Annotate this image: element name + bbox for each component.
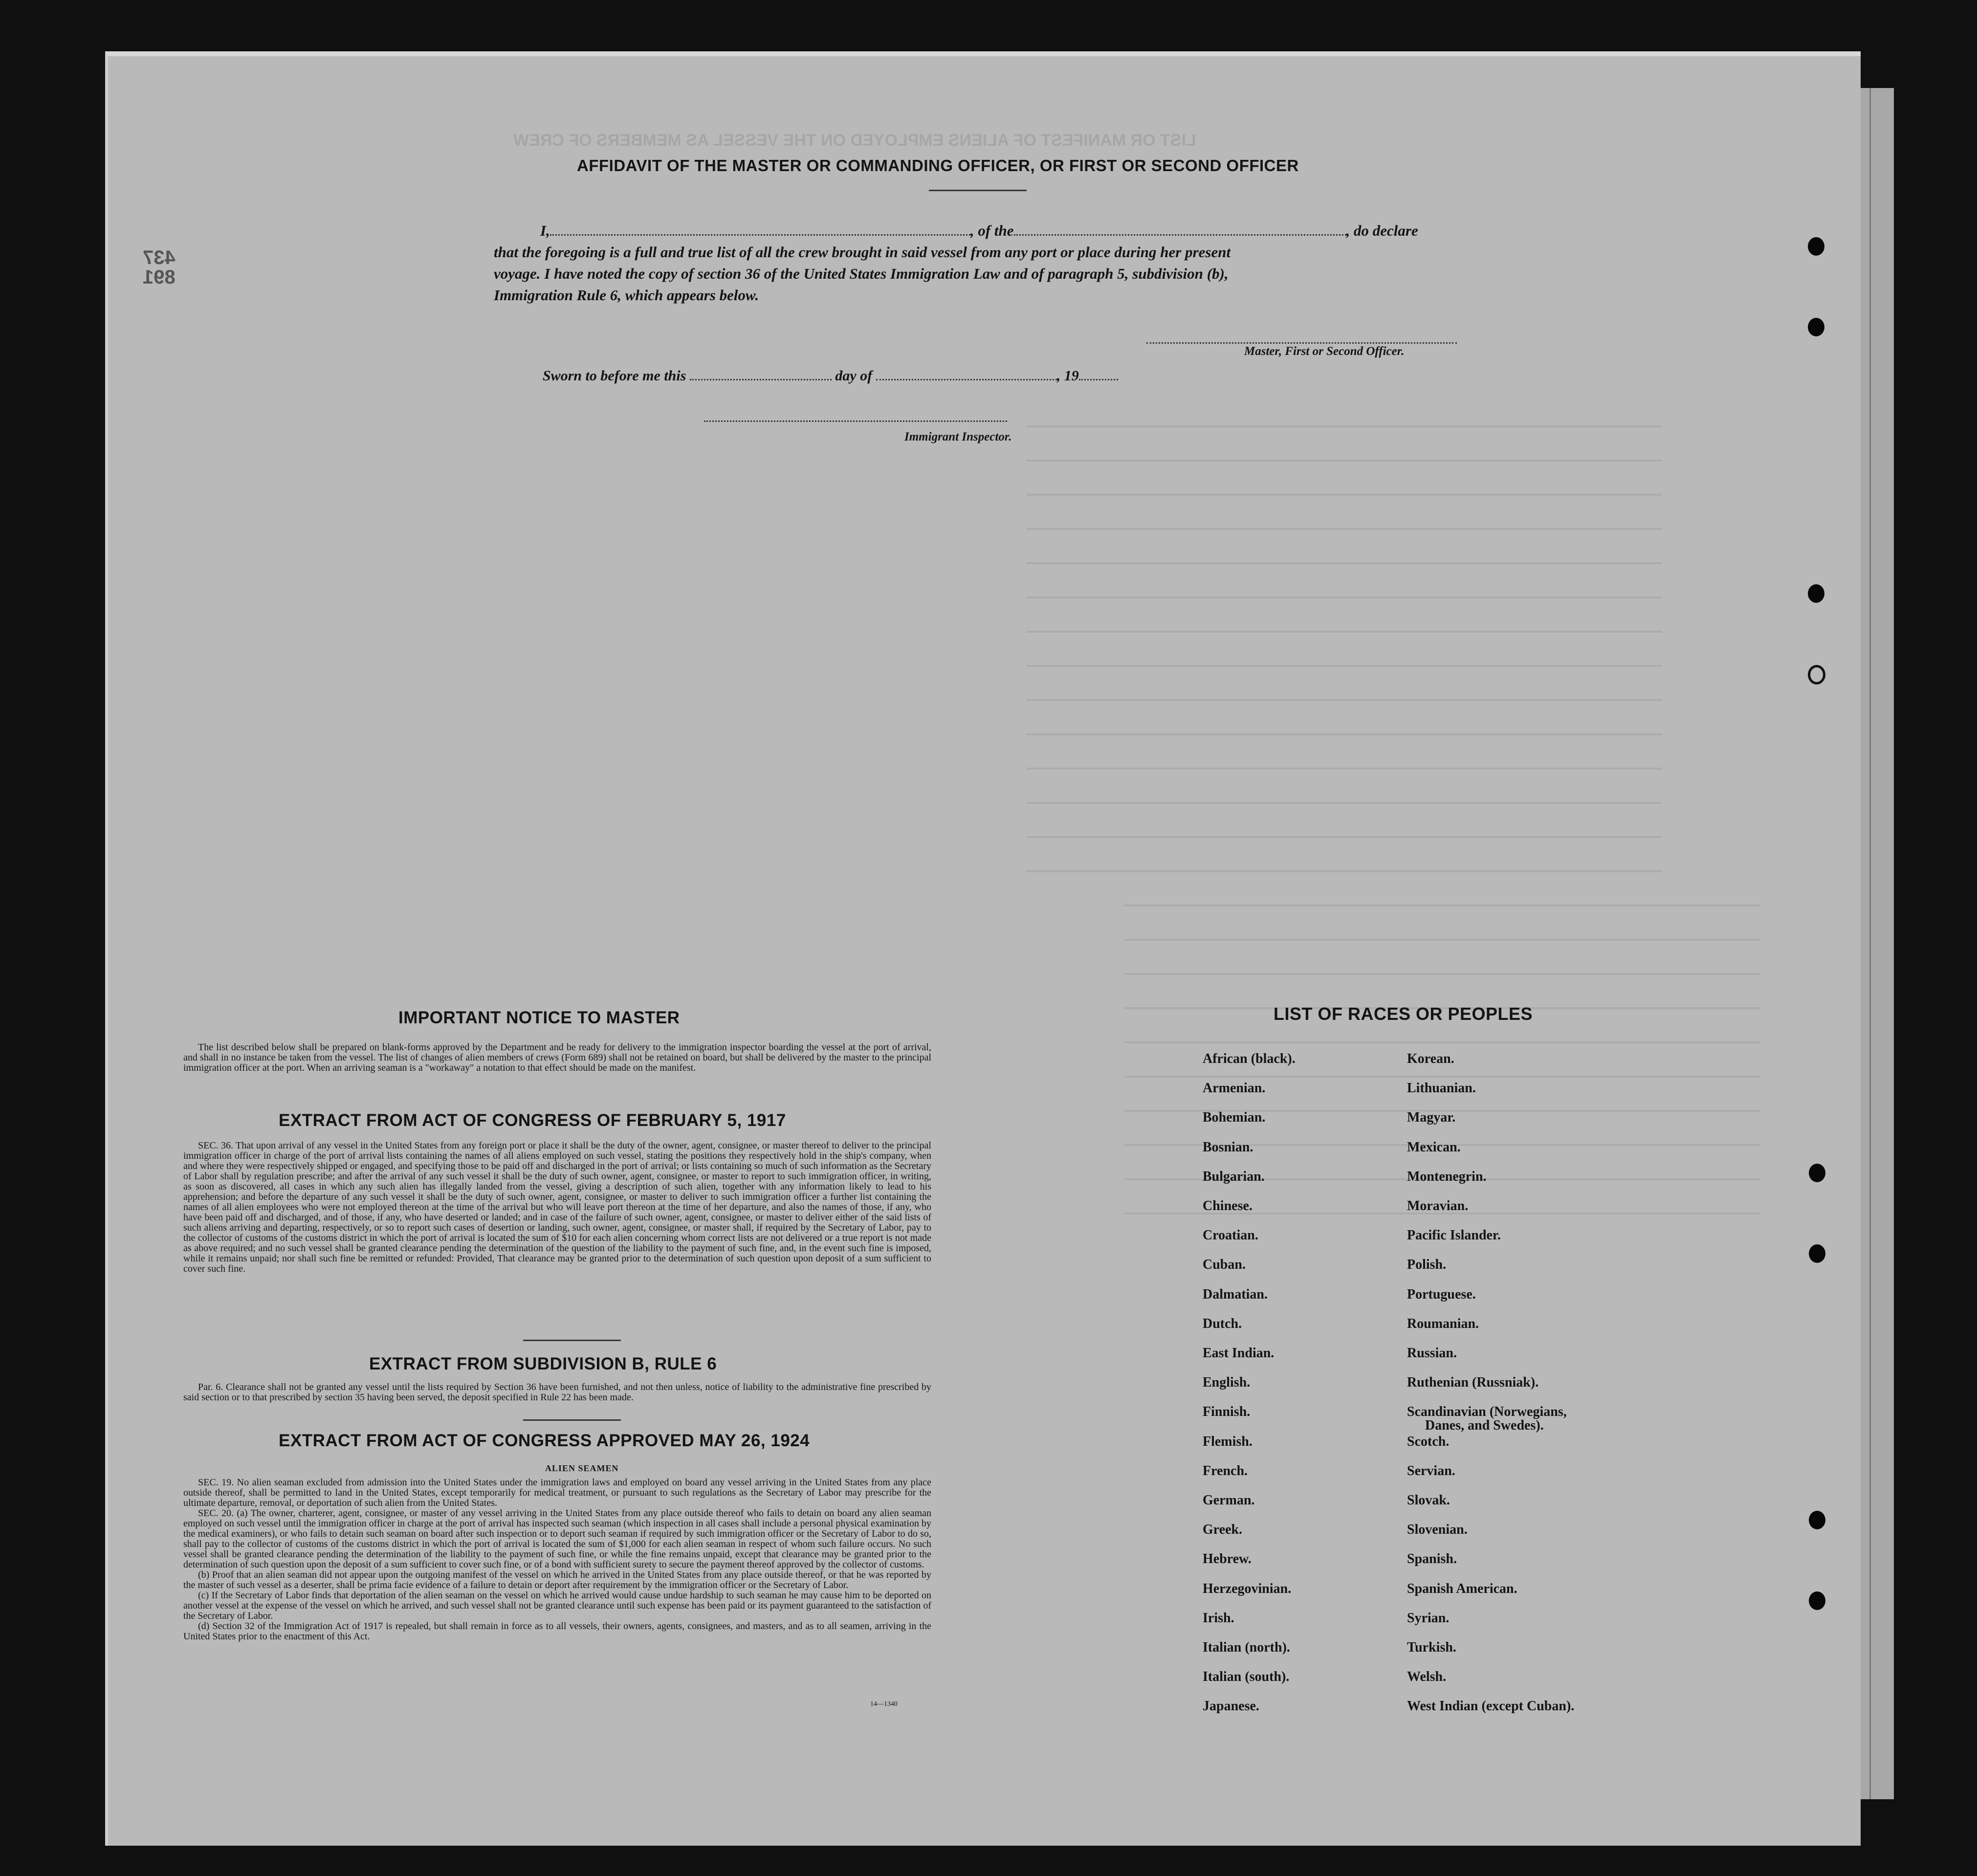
binder-hole (1809, 1591, 1825, 1610)
race-item: Spanish. (1407, 1551, 1457, 1567)
race-item: French. (1203, 1463, 1248, 1479)
bleed-through-row (1027, 870, 1662, 872)
race-item: Dutch. (1203, 1316, 1242, 1331)
race-item: Montenegrin. (1407, 1169, 1487, 1184)
bleed-through-row (1124, 905, 1760, 906)
section-divider (523, 1419, 621, 1421)
bleed-through-row (1027, 460, 1662, 462)
sworn-line: Sworn to before me this day of , 19 (543, 368, 1118, 384)
bleed-through-row (1027, 665, 1662, 667)
race-item: Syrian. (1407, 1610, 1450, 1626)
race-item: Roumanian. (1407, 1316, 1479, 1331)
binder-hole (1808, 665, 1825, 684)
name-field[interactable] (550, 222, 970, 236)
race-item: Bohemian. (1203, 1110, 1266, 1126)
race-item: Scotch. (1407, 1434, 1450, 1449)
notice-title: IMPORTANT NOTICE TO MASTER (398, 1008, 680, 1027)
bleed-through-row (1124, 1041, 1760, 1043)
bleed-through-row (1027, 768, 1662, 770)
bleed-through-row (1027, 425, 1662, 427)
bleed-through-row (1124, 939, 1760, 941)
declaration-text (494, 220, 1472, 306)
binder-hole (1809, 1244, 1825, 1263)
race-item: Portuguese. (1407, 1286, 1476, 1302)
race-item: Turkish. (1407, 1640, 1456, 1655)
bleed-through-row (1027, 562, 1662, 564)
binder-hole (1808, 318, 1824, 336)
bleed-through-row (1124, 1076, 1760, 1078)
race-item: Croatian. (1203, 1228, 1258, 1243)
inspector-signature-line[interactable] (704, 420, 1007, 422)
sworn-year-field[interactable] (1079, 368, 1118, 380)
binder-hole (1808, 584, 1824, 603)
race-item: Polish. (1407, 1257, 1447, 1273)
race-item: Greek. (1203, 1522, 1243, 1538)
section-divider (523, 1340, 621, 1341)
binder-hole (1808, 237, 1824, 256)
title-divider (929, 190, 1027, 191)
race-item: Dalmatian. (1203, 1286, 1268, 1302)
sheet-edge-line (1869, 88, 1871, 1799)
bleed-through-row (1027, 631, 1662, 633)
master-signature-label: Master, First or Second Officer. (1244, 345, 1405, 358)
race-item: Moravian. (1407, 1198, 1469, 1214)
margin-number: 891 (143, 266, 176, 288)
margin-number: 437 (143, 247, 176, 268)
race-item: Pacific Islander. (1407, 1228, 1501, 1243)
declaration-line-2: that the foregoing is a full and true list of all the crew brought in said vessel from any port or place during her present (494, 243, 1231, 261)
binder-hole (1809, 1164, 1825, 1182)
sworn-month-field[interactable] (876, 368, 1057, 380)
race-item: Slovenian. (1407, 1522, 1468, 1538)
race-item: Lithuanian. (1407, 1081, 1476, 1096)
bleed-through-row (1027, 699, 1662, 701)
affidavit-title: AFFIDAVIT OF THE MASTER OR COMMANDING OFFICER, OR FIRST OR SECOND OFFICER (577, 156, 1299, 175)
race-item: Korean. (1407, 1051, 1454, 1066)
sworn-day-field[interactable] (690, 368, 832, 380)
race-item: Slovak. (1407, 1493, 1450, 1508)
race-item: Finnish. (1203, 1404, 1251, 1420)
bleed-through-row (1124, 973, 1760, 975)
race-item: Herzegovinian. (1203, 1581, 1292, 1596)
race-item: German. (1203, 1493, 1255, 1508)
subdivision-b-body: Par. 6. Clearance shall not be granted any vessel until the lists required by Section 36 have been furnished, and not then unless, notice of liability to the administrative fine prescribed by said section or to that prescribed by section 35 having been served, the deposit specified in Rule 22 has been made. (183, 1382, 931, 1403)
extract-1917-title: EXTRACT FROM ACT OF CONGRESS OF FEBRUARY 5, 1917 (279, 1111, 786, 1130)
race-item: Flemish. (1203, 1434, 1252, 1449)
race-item: Magyar. (1407, 1110, 1456, 1126)
binder-hole (1809, 1511, 1825, 1529)
bleed-through-row (1027, 733, 1662, 735)
extract-1924-body: SEC. 19. No alien seaman excluded from admission into the United States under the immigration laws and employed on board any vessel arriving in the United States from any place outside thereof, shall be permitted to land in the United States, except temporarily for medical treatment, or pursuant to such regulations as the Secretary of Labor may prescribe for the ultimate departure, removal, or deportation of such alien from the United States. SEC. 20. (a) The owner, charterer, agent, consignee, or master of any vessel arriving in the United States from any place outside thereof who fails to detain on board any alien seaman employed on such vessel until the immigration officer in charge at the port of arrival has inspected such seaman (which inspection in all cases shall include a personal physical examination by the medical examiners), or who fails to detain such seaman on board after such inspection or to deport such seaman if required by such immigration officer or the Secretary of Labor to do so, shall pay to the collector of customs of the customs district in which the port of arrival is located the sum of $1,000 for each alien seaman in respect of whom such failure occurs. No such vessel shall be granted clearance pending the determination of the liability to the payment of such fine, or while the fine remains unpaid, except that clearance may be granted prior to the determination of such question upon the deposit of a sum sufficient to cover such fine, or of a bond with sufficient surety to secure the payment thereof approved by the collector of customs. (b) Proof that an alien seaman did not appear upon the outgoing manifest of the vessel on which he arrived in the United States from any place outside thereof, or that he was reported by the master of such vessel as a deserter, shall be prima facie evidence of a failure to detain or deport after requirement by the immigration officer or the Secretary of Labor. (c) If the Secretary of Labor finds that deportation of the alien seaman on the vessel on which he arrived would cause undue hardship to such seaman he may cause him to be deported on another vessel at the expense of the vessel on which he arrived, and such vessel shall not be granted clearance until such expense has been paid or its payment guaranteed to the satisfaction of the Secretary of Labor. (d) Section 32 of the Immigration Act of 1917 is repealed, but shall remain in force as to all vessels, their owners, agents, consignees, and masters, and as to all seamen, arriving in the United States prior to the enactment of this Act. (183, 1477, 931, 1642)
race-item: Japanese. (1203, 1699, 1259, 1714)
race-item: Italian (south). (1203, 1669, 1290, 1685)
bleed-through-row (1027, 528, 1662, 530)
race-item: Danes, and Swedes). (1425, 1418, 1544, 1434)
race-item: Scandinavian (Norwegians, (1407, 1404, 1567, 1420)
race-item: Italian (north). (1203, 1640, 1290, 1655)
race-item: Irish. (1203, 1610, 1234, 1626)
notice-body: The list described below shall be prepared on blank-forms approved by the Department and be ready for delivery to the immigration inspector boarding the vessel at the port of arrival, and shall in no instance be taken from the vessel. The list of changes of alien members of crews (Form 689) shall not be retained on board, but shall be delivered by the master to the principal immigration officer at the port. When an arriving seaman is a "workaway" a notation to that effect should be made on the manifest. (183, 1042, 931, 1073)
alien-seamen-subtitle: ALIEN SEAMEN (545, 1463, 619, 1473)
race-item: Bulgarian. (1203, 1169, 1265, 1184)
race-item: Welsh. (1407, 1669, 1447, 1685)
bleed-through-row (1027, 494, 1662, 496)
race-item: West Indian (except Cuban). (1407, 1699, 1575, 1714)
master-signature-line[interactable] (1146, 342, 1457, 344)
extract-1917-body: SEC. 36. That upon arrival of any vessel in the United States from any foreign port or place it shall be the duty of the owner, agent, consignee, or master thereof to deliver to the principal immigration officer in charge of the port of arrival lists containing the names of all aliens employed on such vessel, stating the positions they respectively hold in the ship's company, when and where they were respectively shipped or engaged, and specifying those to be paid off and discharged in the port of arrival; or lists containing so much of such information as the Secretary of Labor shall by regulation prescribe; and after the arrival of any such vessel it shall be the duty of such owner, agent, consignee, or master to report to such immigration officer, in writing, as soon as discovered, all cases in which any such alien has illegally landed from the vessel, giving a description of such alien, together with any information likely to lead to his apprehension; and before the departure of any such vessel it shall be the duty of such owner, agent, consignee, or master to deliver to such immigration officer a further list containing the names of all alien employees who were not employed thereon at the time of the arrival but who will leave port thereon at the time of her departure, and also the names of those, if any, who have been paid off and discharged, and of those, if any, who have deserted or landed; and in case of the failure of such owner, agent, consignee, or master to deliver either of the said lists of such aliens arriving and departing, respectively, or so to report such cases of desertion or landing, such owner, agent, consignee, or master shall, if required by the Secretary of Labor, pay to the collector of customs of the customs district in which the port of arrival is located the sum of $10 for each alien concerning whom correct lists are not delivered or a true report is not made as above required; and no such vessel shall be granted clearance pending the determination of the question of the liability to the payment of such fine, and, in the event such fine is imposed, while it remains unpaid; nor shall such fine be remitted or refunded: Provided, That clearance may be granted prior to the determination of such question upon deposit of a sum sufficient to cover such fine. (183, 1140, 931, 1274)
race-item: Servian. (1407, 1463, 1455, 1479)
form-code: 14—1340 (870, 1700, 898, 1708)
race-item: African (black). (1203, 1051, 1296, 1066)
race-item: East Indian. (1203, 1346, 1274, 1361)
race-item: Mexican. (1407, 1139, 1461, 1155)
race-item: Cuban. (1203, 1257, 1246, 1273)
race-item: Spanish American. (1407, 1581, 1517, 1596)
bleed-through-row (1027, 802, 1662, 804)
races-title: LIST OF RACES OR PEOPLES (1274, 1004, 1533, 1024)
extract-1924-title: EXTRACT FROM ACT OF CONGRESS APPROVED MAY 26, 1924 (279, 1431, 810, 1450)
declaration-line-4: Immigration Rule 6, which appears below. (494, 287, 759, 304)
race-item: Bosnian. (1203, 1139, 1253, 1155)
race-item: Chinese. (1203, 1198, 1252, 1214)
bleed-through-heading: LIST OR MANIFEST OF ALIENS EMPLOYED ON THE VESSEL AS MEMBERS OF CREW (513, 131, 1196, 150)
declaration-line-3: voyage. I have noted the copy of section 36 of the United States Immigration Law and of paragraph 5, subdivision (b), (494, 265, 1229, 282)
inspector-signature-label: Immigrant Inspector. (904, 430, 1012, 443)
vessel-field[interactable] (1014, 222, 1346, 236)
declaration-line-1: I, , of the , do declare (540, 222, 1418, 239)
subdivision-b-title: EXTRACT FROM SUBDIVISION B, RULE 6 (369, 1354, 717, 1373)
race-item: Ruthenian (Russniak). (1407, 1375, 1539, 1390)
race-item: English. (1203, 1375, 1251, 1390)
race-item: Armenian. (1203, 1081, 1266, 1096)
bleed-through-row (1027, 836, 1662, 838)
bleed-through-row (1027, 596, 1662, 598)
race-item: Hebrew. (1203, 1551, 1252, 1567)
race-item: Russian. (1407, 1346, 1457, 1361)
